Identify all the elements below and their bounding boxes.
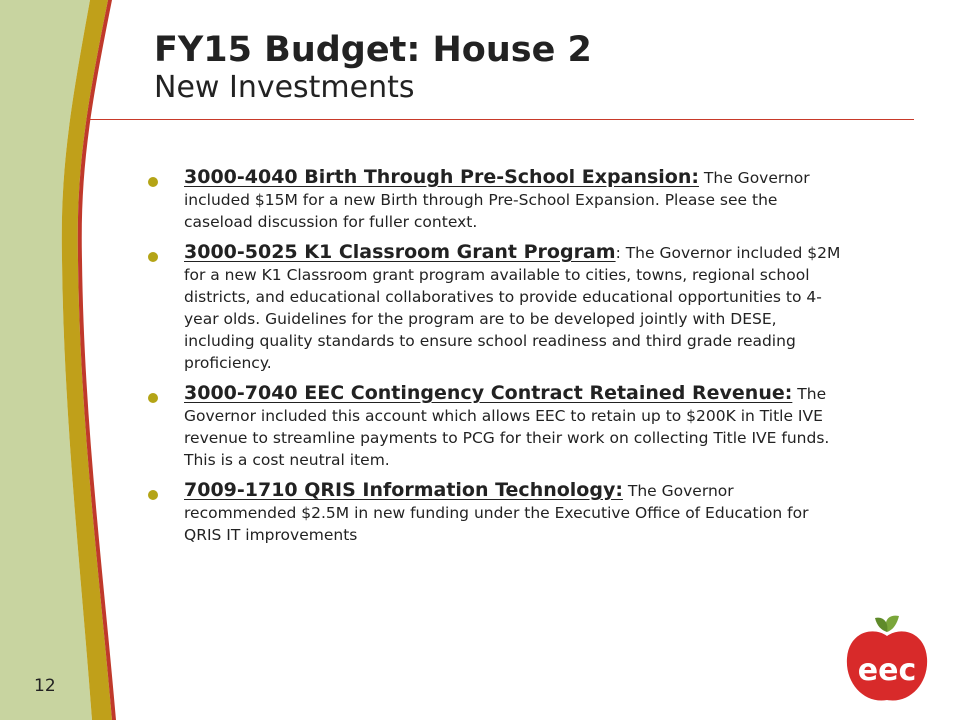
title-block (154, 30, 592, 106)
list-item-text (184, 241, 846, 374)
decorative-swoosh-graphic (0, 0, 130, 720)
bullet-icon (148, 490, 158, 500)
bullet-icon (148, 393, 158, 403)
decorative-left-band (0, 0, 130, 720)
title-divider (88, 119, 914, 120)
bullet-list (146, 166, 846, 554)
list-item-body: The Governor included $15M for a new Birth through Pre-School Expansion. Please see the caseload discussion for fuller context. (184, 169, 810, 231)
list-item (146, 382, 846, 471)
list-item-heading: 7009-1710 QRIS Information Technology: (184, 479, 623, 501)
list-item (146, 241, 846, 374)
list-item-heading: 3000-5025 K1 Classroom Grant Program (184, 241, 616, 263)
slide-subtitle: New Investments (154, 70, 415, 105)
bullet-icon (148, 177, 158, 187)
bullet-icon (148, 252, 158, 262)
list-item-body: The Governor included this account which allows EEC to retain up to $200K in Title IVE revenue to streamline payments to PCG for their work on collecting Title IVE funds. This is a cost neutral item. (184, 385, 830, 469)
list-item-heading: 3000-4040 Birth Through Pre-School Expansion: (184, 166, 699, 188)
apple-logo-icon (843, 614, 931, 706)
logo-text: eec (857, 653, 917, 688)
list-item-text (184, 166, 846, 233)
list-item-text (184, 382, 846, 471)
page-number: 12 (34, 676, 56, 696)
list-item (146, 479, 846, 546)
eec-logo (843, 614, 931, 706)
list-item-body: : The Governor included $2M for a new K1 Classroom grant program available to cities, towns, regional school districts, and educational collaboratives to provide educational opportunities to 4-year olds. Guidelines for the program are to be developed jointly with DESE, including quality standards to ensure school readiness and third grade reading proficiency. (184, 244, 841, 372)
list-item (146, 166, 846, 233)
list-item-text (184, 479, 846, 546)
slide-title: FY15 Budget: House 2 (154, 30, 592, 70)
list-item-heading: 3000-7040 EEC Contingency Contract Retained Revenue: (184, 382, 793, 404)
list-item-body: The Governor recommended $2.5M in new funding under the Executive Office of Education for QRIS IT improvements (184, 482, 809, 544)
